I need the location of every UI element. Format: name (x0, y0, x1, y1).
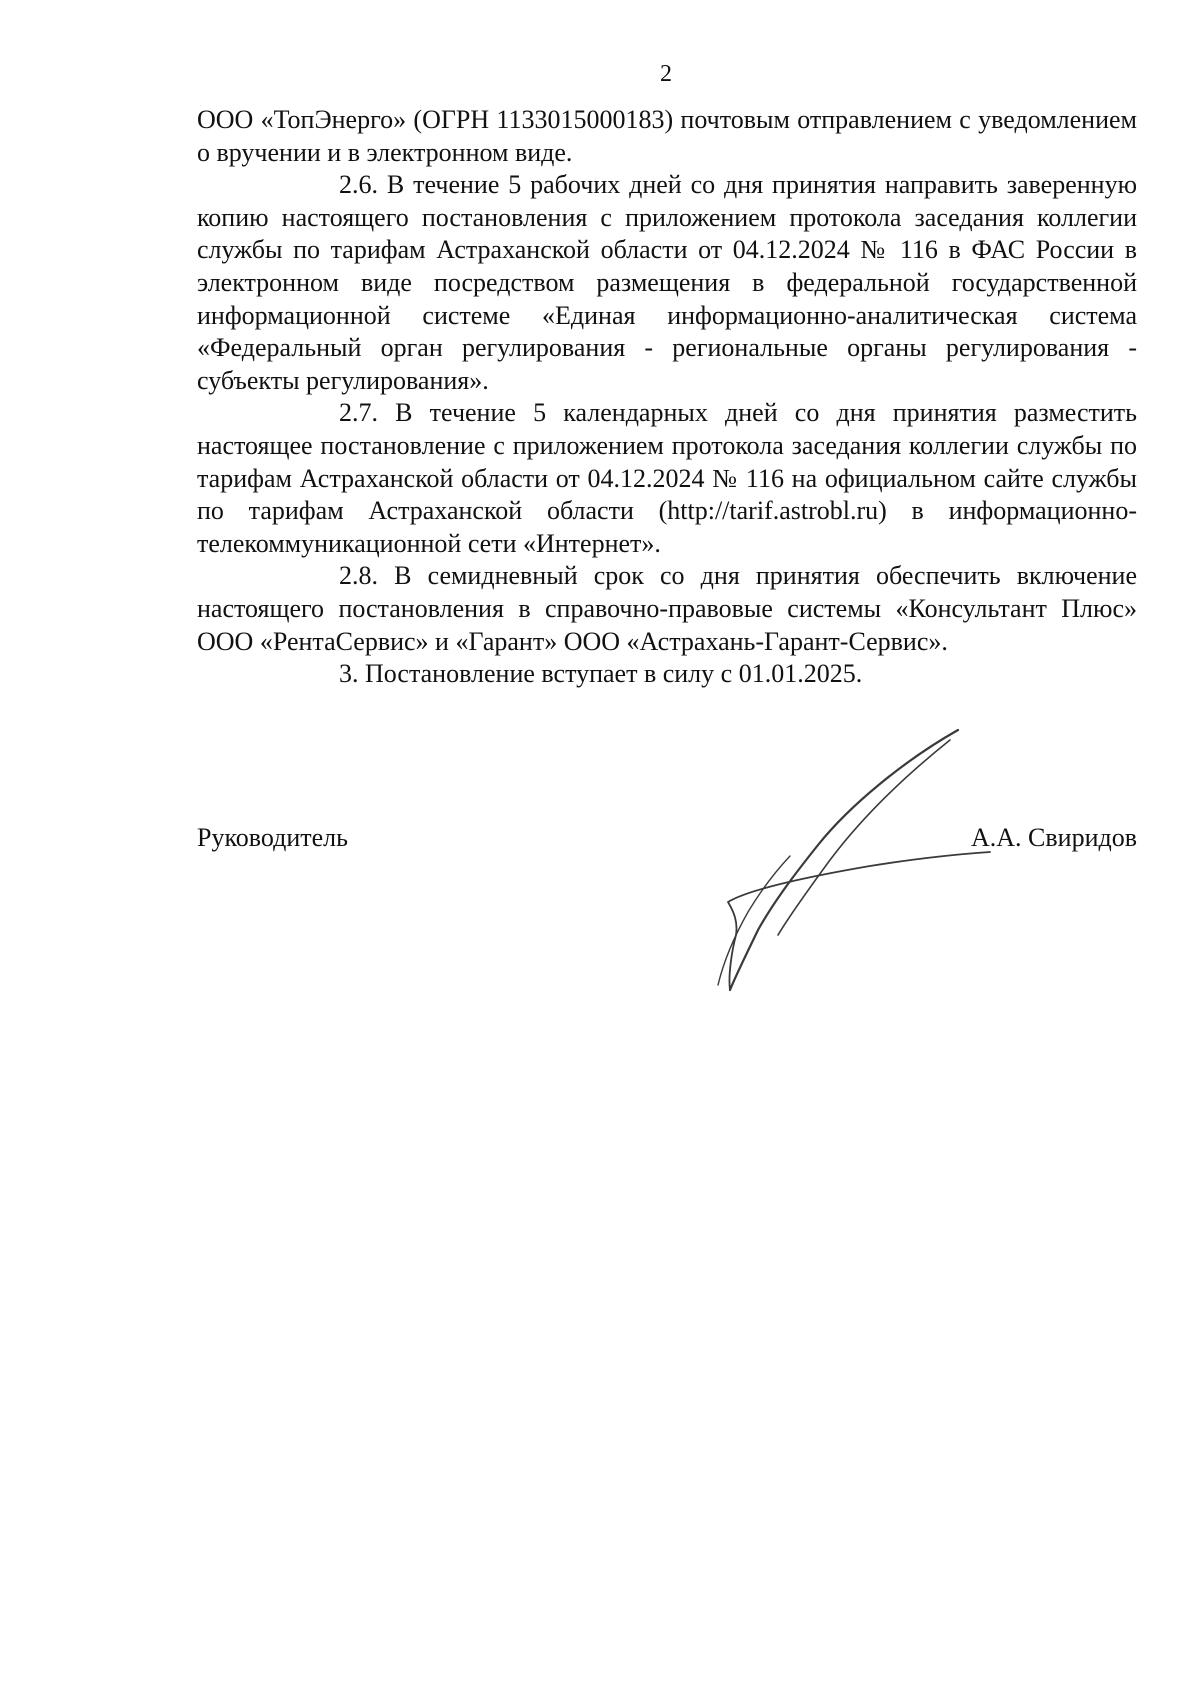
signature-stroke-inner (778, 740, 950, 935)
paragraph-number: 2.6. (339, 170, 378, 200)
signatory-name: А.А. Свиридов (970, 823, 1137, 852)
paragraph-text: В семидневный срок со дня принятия обеспечить включение настоящего постановления в справочно-правовые системы «Консультант Плюс» ООО «РентаСервис» и «Гарант» ООО «Астрахань-Гарант-Сервис». (197, 561, 1138, 656)
page-number: 2 (660, 61, 672, 87)
paragraph-text: Постановление вступает в силу с 01.01.2025. (365, 659, 863, 689)
paragraph-2-8 (197, 560, 1137, 658)
paragraph-continuation (197, 104, 1137, 169)
paragraph-2-7 (197, 397, 1137, 560)
signatory-position: Руководитель (197, 823, 348, 852)
paragraph-number: 2.8. (339, 561, 378, 591)
paragraph-2-6 (197, 169, 1137, 397)
paragraph-text: В течение 5 календарных дней со дня принятия разместить настоящее постановление с приложением протокола заседания коллегии службы по тарифам Астраханской области от 04.12.2024 № 116 на официальном сайте службы по тарифам Астраханской области (http://tarif.astrobl.ru) в информационно-телекоммуникационной сети «Интернет». (197, 398, 1137, 558)
paragraph-number: 3. (339, 659, 359, 689)
paragraph-3 (197, 658, 1137, 691)
paragraph-text: В течение 5 рабочих дней со дня принятия направить заверенную копию настоящего постановления с приложением протокола заседания коллегии службы по тарифам Астраханской области от 04.12.2024 № 116 в ФАС России в электронном виде посредством размещения в федеральной государственной информационной системе «Единая информационно-аналитическая система «Федеральный орган регулирования - региональные органы регулирования - субъекты регулирования». (197, 170, 1137, 395)
signature-stroke-loop (728, 852, 990, 990)
paragraph-number: 2.7. (339, 398, 378, 428)
signature-stroke-main (730, 730, 958, 990)
signature-stroke-tail (718, 856, 790, 985)
paragraph-text: ООО «ТопЭнерго» (ОГРН 1133015000183) почтовым отправлением с уведомлением о вручении и в электронном виде. (197, 105, 1137, 167)
document-body (197, 104, 1137, 691)
